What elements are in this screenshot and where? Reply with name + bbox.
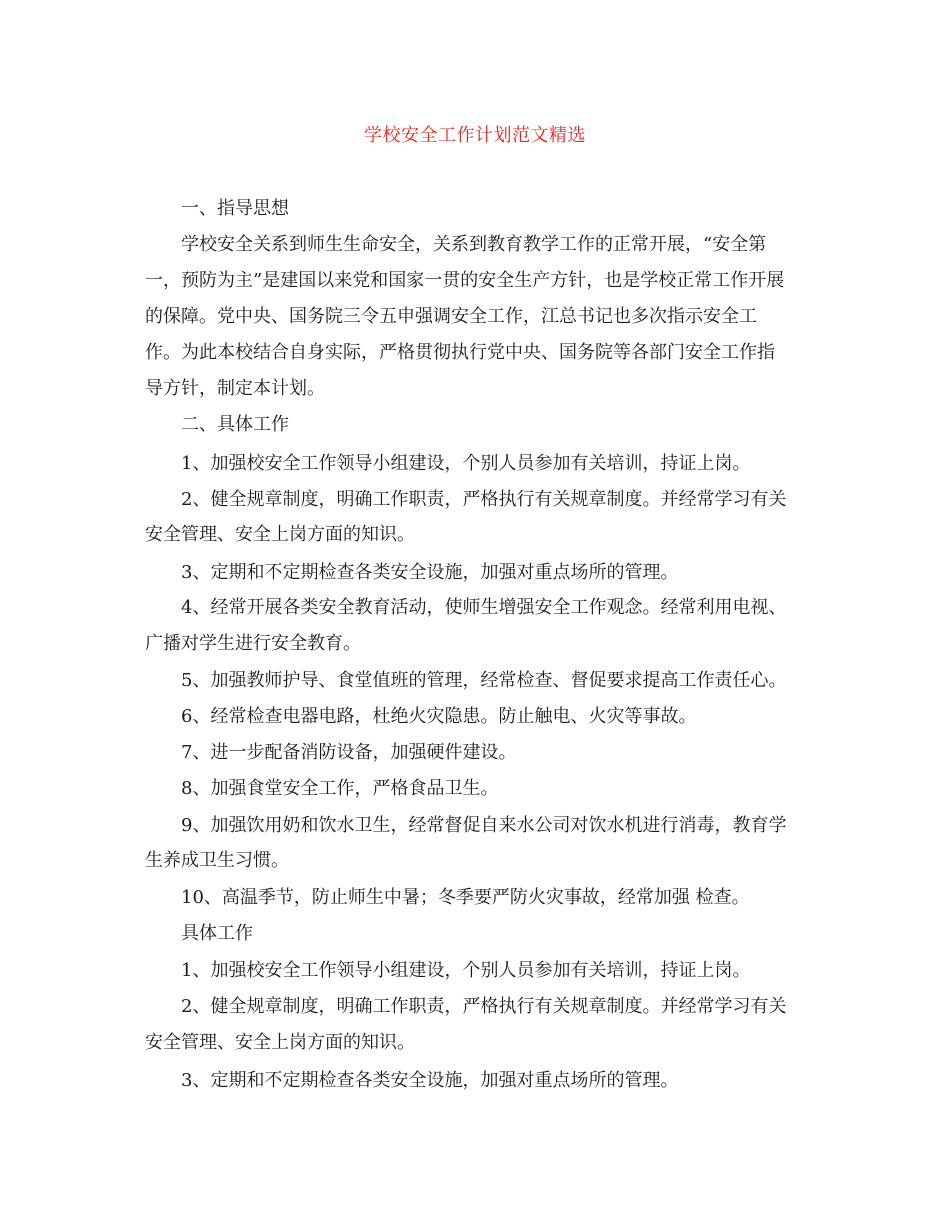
list-item-line: 3、定期和不定期检查各类安全设施，加强对重点场所的管理。: [181, 562, 679, 583]
list-item-line: 6、经常检查电器电路，杜绝火灾隐患。防止触电、火灾等事故。: [181, 706, 697, 727]
list-item-line: 2、健全规章制度，明确工作职责，严格执行有关规章制度。并经常学习有关: [181, 996, 787, 1017]
section-heading-specific-work-repeat: 具体工作: [181, 923, 253, 944]
paragraph-line: 作。为此本校结合自身实际，严格贯彻执行党中央、国务院等各部门安全工作指: [145, 342, 775, 363]
paragraph-line: 一，预防为主”是建国以来党和国家一贯的安全生产方针，也是学校正常工作开展: [145, 270, 785, 291]
list-item-line: 2、健全规章制度，明确工作职责，严格执行有关规章制度。并经常学习有关: [181, 489, 787, 510]
paragraph-line: 学校安全关系到师生生命安全，关系到教育教学工作的正常开展，“安全第: [181, 234, 767, 255]
list-item-line: 8、加强食堂安全工作，严格食品卫生。: [181, 778, 499, 799]
list-item-line: 安全管理、安全上岗方面的知识。: [145, 524, 415, 545]
paragraph-line: 的保障。党中央、国务院三令五申强调安全工作，江总书记也多次指示安全工: [145, 306, 757, 327]
list-item-line: 10、高温季节，防止师生中暑；冬季要严防火灾事故，经常加强 检查。: [181, 887, 750, 908]
section-heading-specific-work: 二、具体工作: [181, 414, 289, 435]
list-item-line: 5、加强教师护导、食堂值班的管理，经常检查、督促要求提高工作责任心。: [181, 670, 787, 691]
list-item-line: 1、加强校安全工作领导小组建设，个别人员参加有关培训，持证上岗。: [181, 960, 751, 981]
paragraph-line: 导方针，制定本计划。: [145, 378, 325, 399]
list-item-line: 9、加强饮用奶和饮水卫生，经常督促自来水公司对饮水机进行消毒，教育学: [181, 815, 787, 836]
document-title: 学校安全工作计划范文精选: [364, 125, 586, 146]
section-heading-guiding-ideology: 一、指导思想: [181, 198, 289, 219]
list-item-line: 4、经常开展各类安全教育活动，使师生增强安全工作观念。经常利用电视、: [181, 597, 787, 618]
list-item-line: 1、加强校安全工作领导小组建设，个别人员参加有关培训，持证上岗。: [181, 453, 751, 474]
list-item-line: 7、进一步配备消防设备，加强硬件建设。: [181, 742, 517, 763]
list-item-line: 生养成卫生习惯。: [145, 850, 289, 871]
list-item-line: 广播对学生进行安全教育。: [145, 633, 361, 654]
list-item-line: 3、定期和不定期检查各类安全设施，加强对重点场所的管理。: [181, 1070, 679, 1091]
list-item-line: 安全管理、安全上岗方面的知识。: [145, 1032, 415, 1053]
